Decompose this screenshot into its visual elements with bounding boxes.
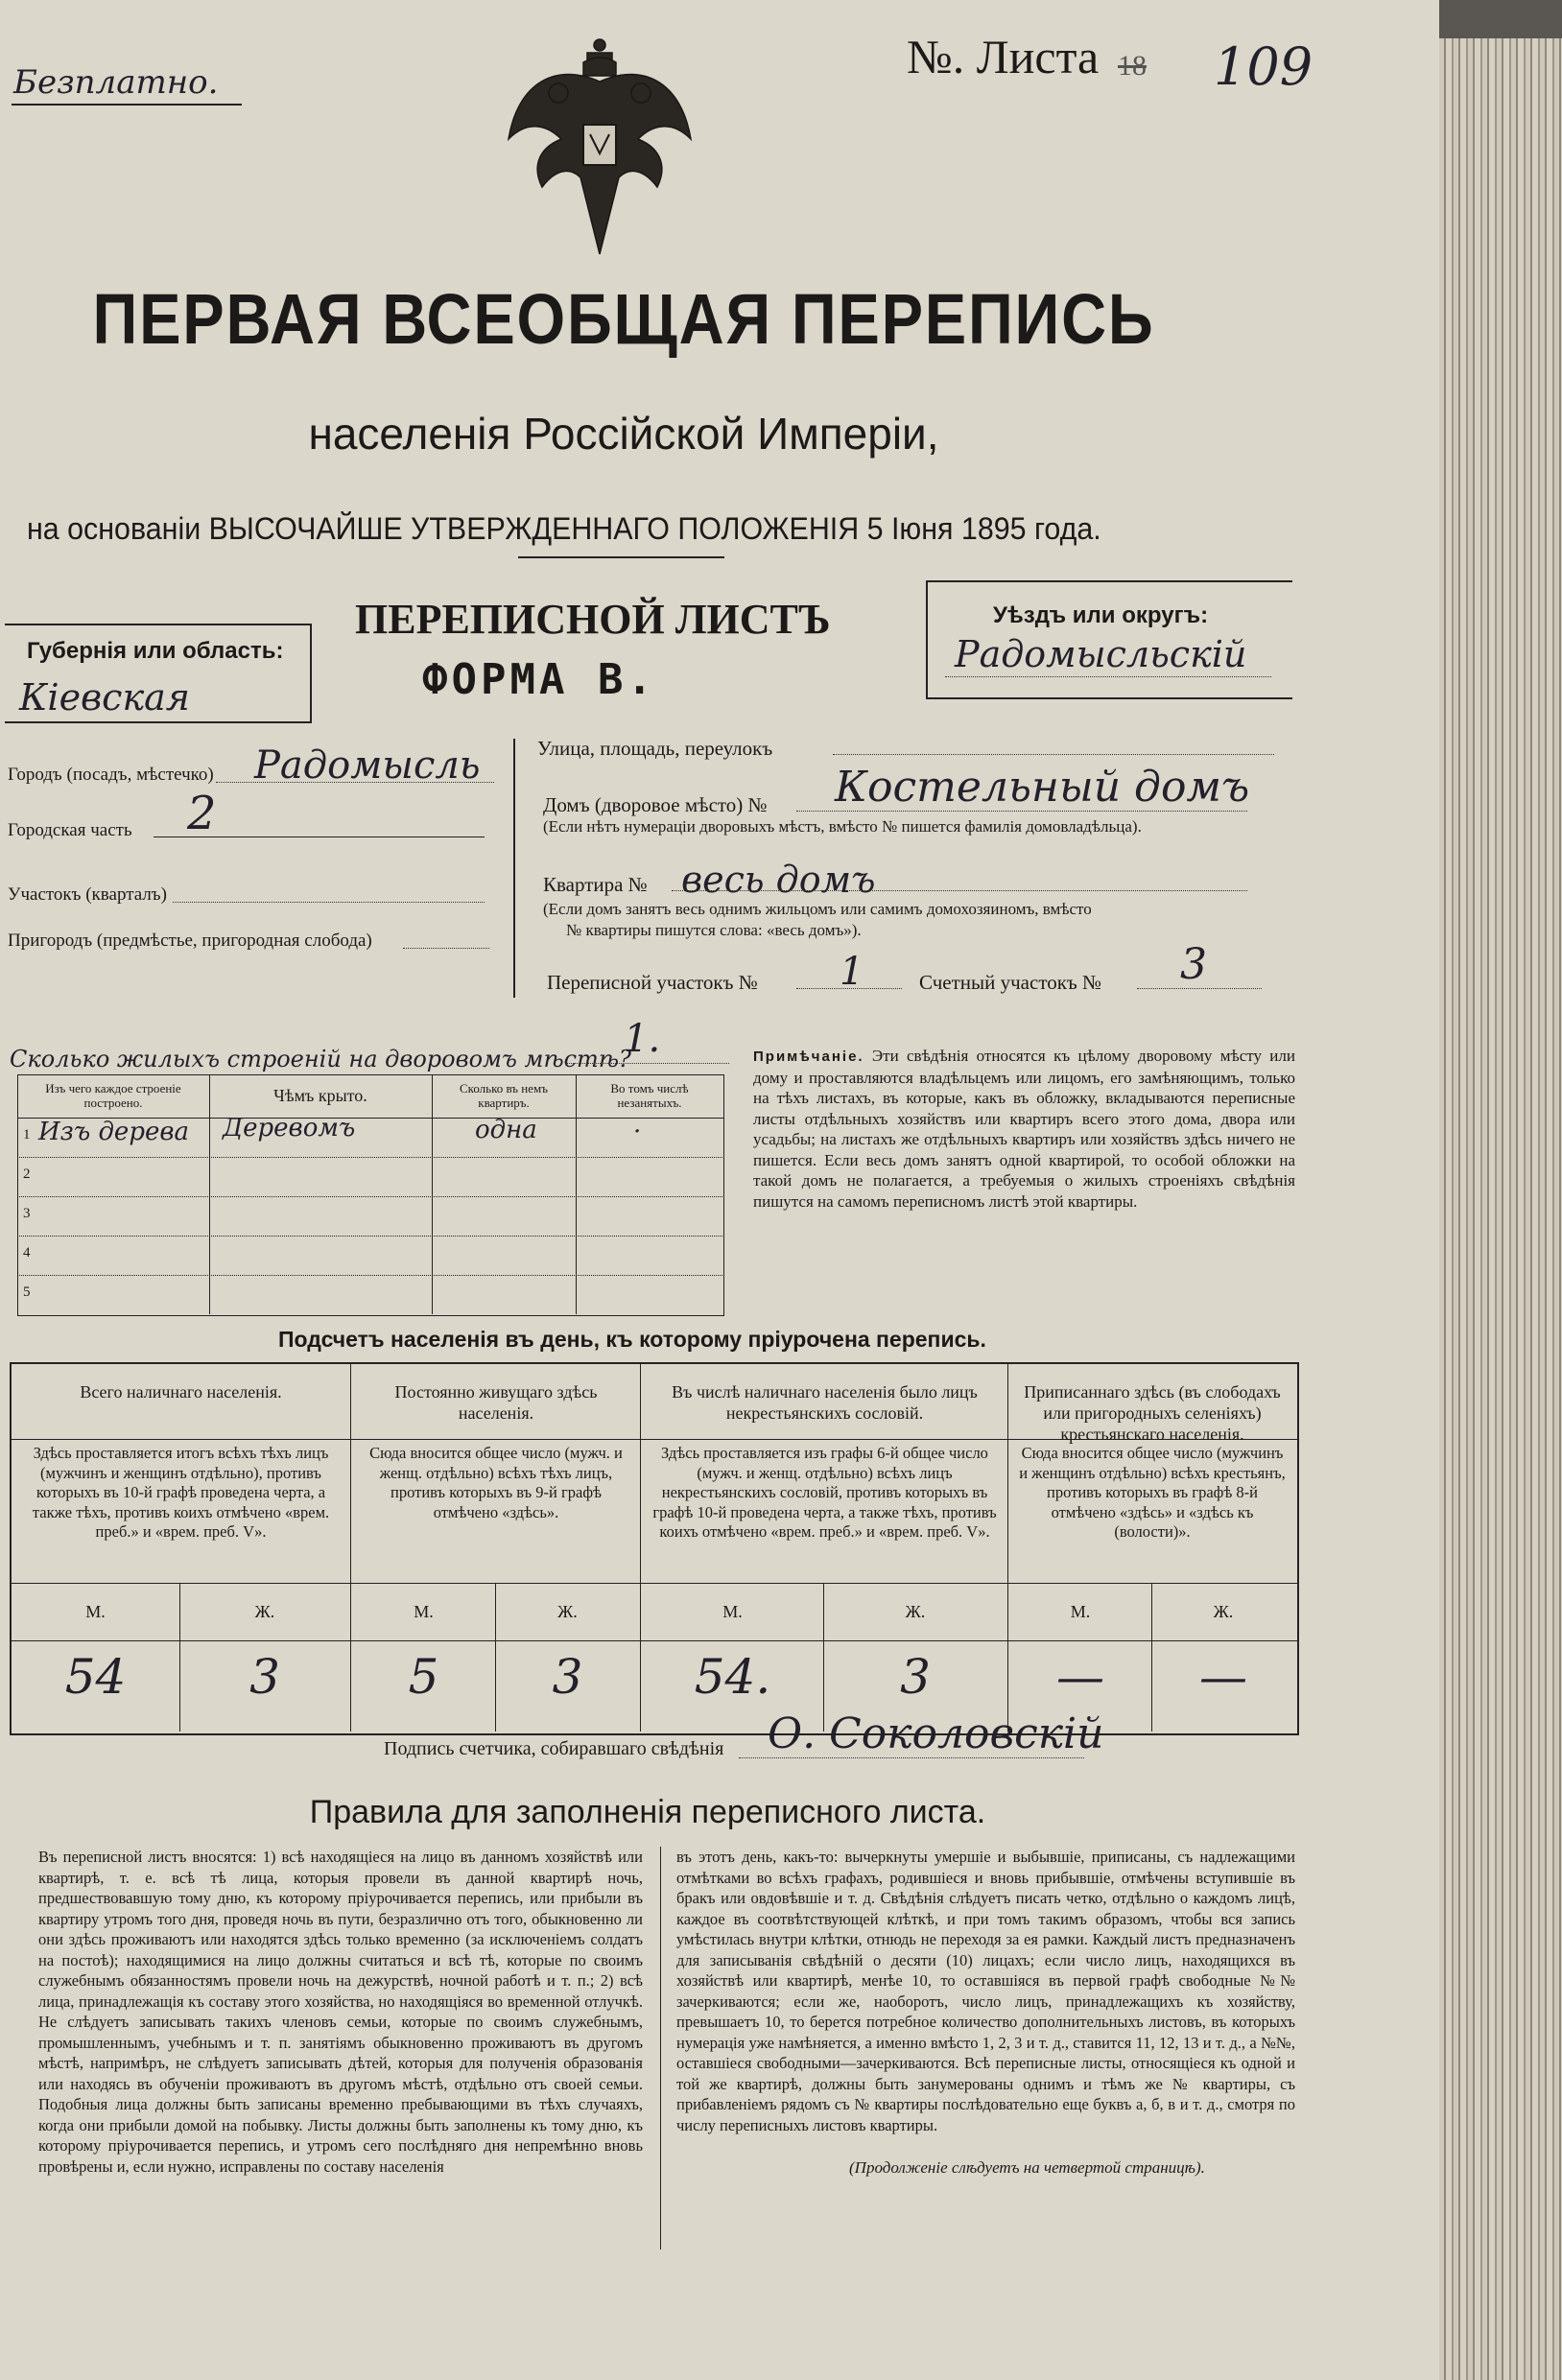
uezd-value: Радомысльскій (955, 633, 1247, 675)
chast-value: 2 (187, 787, 217, 840)
sheet-no-value: 109 (1214, 36, 1314, 97)
count-column-description: Здѣсь проставляется итогъ всѣхъ тѣхъ лицъ (мужчинъ и женщинъ отдѣльно), противъ которыхъ въ 10-й графѣ проведена черта, а также тѣхъ, противъ коихъ отмѣчено «врем. преб.» и «врем. преб. V». (32, 1444, 330, 1541)
buildings-row-roof: Деревомъ (223, 1114, 356, 1143)
kvartira-value: весь домъ (681, 859, 876, 901)
prigorod-label: Пригородъ (предмѣстье, пригородная слобода) (8, 931, 372, 951)
buildings-row-line (17, 1236, 724, 1237)
rules-title: Правила для заполненія переписного листа. (309, 1794, 986, 1830)
note-text: Эти свѣдѣнія относятся къ цѣлому дворовому мѣсту или дому и проставляются владѣльцемъ или лицомъ, его замѣняющимъ, только на тѣхъ листахъ, въ которые, какъ въ обложку, вкладываются переписные листы отдѣльныхъ хозяйствъ или квартиръ всего этого дома, двора или усадьбы; на листахъ же отдѣльныхъ квартиръ или хозяйствъ здѣсь ничего не пишется. Если весь домъ занятъ одной квартирой, то особой обложки на такой домъ не полагается, а требуемыя о жилыхъ строеніяхъ свѣдѣнія пишутся на самомъ переписномъ листѣ этой квартиры. (753, 1047, 1295, 1211)
count-column-header: Постоянно живущаго здѣсь населенія. (394, 1382, 598, 1423)
male-label: М. (1070, 1602, 1091, 1621)
buildings-header: Сколько въ немъ квартиръ. (460, 1081, 548, 1110)
male-label: М. (85, 1602, 106, 1621)
buildings-header: Изъ чего каждое строеніе построено. (45, 1081, 181, 1110)
prigorod-line (403, 948, 489, 949)
male-count: 54 (64, 1649, 127, 1705)
census-subtitle: населенія Россійской Имперіи, (308, 409, 939, 459)
buildings-row-number: 1 (23, 1127, 31, 1143)
ulitsa-label: Улица, площадь, переулокъ (537, 737, 773, 760)
buildings-table (17, 1074, 724, 1316)
buildings-col-line (432, 1074, 433, 1314)
buildings-header: Во томъ числѣ незанятыхъ. (610, 1081, 689, 1110)
dom-label: Домъ (дворовое мѣсто) № (543, 793, 768, 816)
buildings-col-line (209, 1074, 210, 1314)
buildings-row-number: 3 (23, 1206, 31, 1221)
uchastok-line (173, 902, 485, 903)
female-count: 3 (900, 1649, 931, 1705)
buildings-row-material: Изъ дерева (38, 1118, 189, 1146)
count-column-description: Сюда вносится общее число (мужч. и женщ. отдѣльно) всѣхъ тѣхъ лицъ, противъ которыхъ въ 9-й графѣ отмѣчено «здѣсь». (369, 1444, 623, 1521)
note-title: Примѣчаніе. (753, 1049, 864, 1065)
buildings-row-line (17, 1275, 724, 1276)
kvartira-note-1: (Если домъ занятъ весь однимъ жильцомъ или самимъ домохозяиномъ, вмѣсто (543, 900, 1092, 918)
signature-value: О. Соколовскій (768, 1709, 1104, 1758)
female-count: 3 (249, 1649, 280, 1705)
buildings-row-number: 4 (23, 1245, 31, 1261)
chast-label: Городская часть (8, 820, 132, 840)
sheet-no-label: №. Листа (907, 30, 1100, 83)
free-label: Безплатно. (13, 63, 219, 102)
female-label: Ж. (254, 1602, 275, 1621)
divider (518, 556, 724, 558)
page-edges (1439, 0, 1562, 2380)
buildings-note (753, 1046, 1295, 1212)
buildings-header: Чѣмъ крыто. (273, 1086, 367, 1105)
count-col-line (640, 1362, 641, 1732)
dom-value: Костельный домъ (835, 763, 1250, 812)
perepisnoy-line (796, 988, 902, 989)
double-headed-eagle-icon (499, 34, 700, 264)
rules-right: въ этотъ день, какъ-то: вычеркнуты умершіе и выбывшіе, приписаны, съ надлежащими отмѣтками во всѣхъ графахъ, родившіеся и вновь прибывшіе, отмѣчены вступившіе въ бракъ или овдовѣвшіе и т. д. Свѣдѣнія слѣдуетъ писать четко, отдѣльно о каждомъ лицѣ, каждое въ соотвѣтствующей клѣткѣ, и при томъ такимъ образомъ, чтобы вся запись умѣстилась внутри клѣтки, отнюдь не переходя за ея рамки. Каждый листъ предназначенъ для записыванія свѣдѣній о десяти (10) лицахъ; если число лицъ, находящихся въ хозяйствѣ или квартирѣ, менѣе 10, то оставшіяся въ первой графѣ свободные №№ зачеркиваются; если же, наоборотъ, число лицъ, принадлежащихъ къ хозяйству, превышаетъ 10, то берется потребное количество дополнительныхъ листовъ, въ которыхъ нумерація уже намѣняется, а именно вмѣсто 1, 2, 3 и т. д., ставится 11, 12, 13 и т. д., а №№, оставшіеся свободными—зачеркиваются. Всѣ переписные листы, относящіеся къ одной и той же квартирѣ, должны быть занумерованы однимъ и тѣмъ же № квартиры, съ прибавленіемъ рядомъ съ № квартиры послѣдовательно еще буквъ а, б, в и т. д., смотря по числу переписныхъ листовъ квартиры. (676, 1848, 1295, 2134)
free-underline (12, 104, 242, 106)
schetny-line (1137, 988, 1262, 989)
count-column-header: Всего наличнаго населенія. (80, 1382, 282, 1402)
buildings-row-line (17, 1196, 724, 1197)
count-desc-line (10, 1583, 1297, 1584)
uezd-line (945, 676, 1271, 677)
female-count: — (1199, 1649, 1247, 1705)
rules-continued: (Продолженіе слѣдуетъ на четвертой страницѣ). (849, 2158, 1205, 2177)
male-count: 54. (694, 1649, 771, 1705)
male-label: М. (414, 1602, 434, 1621)
gorod-line (216, 782, 494, 783)
female-count: 3 (552, 1649, 583, 1705)
male-label: М. (722, 1602, 743, 1621)
sheet-no-struck: 18 (1118, 50, 1147, 82)
female-label: Ж. (1213, 1602, 1234, 1621)
dom-note: (Если нѣтъ нумераціи дворовыхъ мѣстъ, вмѣсто № пишется фамилія домовладѣльца). (543, 817, 1142, 836)
page-edges-top (1439, 0, 1562, 38)
uchastok-label: Участокъ (кварталъ) (8, 884, 167, 905)
form-name: ФОРМА В. (422, 655, 656, 704)
count-column-header: Приписаннаго здѣсь (въ слободахъ или пригородныхъ селеніяхъ) крестьянскаго населенія. (1024, 1382, 1281, 1444)
form-title: ПЕРЕПИСНОЙ ЛИСТЪ (355, 596, 831, 643)
gorod-label: Городъ (посадъ, мѣстечко) (8, 765, 214, 785)
count-col-line (350, 1362, 351, 1732)
perepisnoy-label: Переписной участокъ № (547, 971, 758, 994)
dom-line (796, 811, 1247, 812)
signature-label: Подпись счетчика, собиравшаго свѣдѣнія (384, 1738, 724, 1759)
count-col-line (1007, 1362, 1008, 1732)
ulitsa-line (833, 754, 1274, 755)
count-column-header: Въ числѣ наличнаго населенія было лицъ некрестьянскихъ сословій. (672, 1382, 978, 1423)
buildings-row-empty: · (633, 1118, 642, 1146)
buildings-row-apartments: одна (475, 1116, 537, 1144)
buildings-row-number: 2 (23, 1166, 31, 1182)
buildings-answer-line (566, 1063, 729, 1064)
census-title: ПЕРВАЯ ВСЕОБЩАЯ ПЕРЕПИСЬ (92, 279, 1155, 359)
buildings-question: Сколько жилыхъ строеній на дворовомъ мѣстѣ? (10, 1046, 631, 1072)
guberniya-label: Губернія или область: (27, 638, 284, 664)
count-column-description: Сюда вносится общее число (мужчинъ и женщинъ отдѣльно) всѣхъ крестьянъ, противъ которыхъ въ графѣ 8-й отмѣчено «здѣсь» и «здѣсь къ (волости)». (1019, 1444, 1286, 1541)
kvartira-line (672, 890, 1247, 891)
buildings-col-line (576, 1074, 577, 1314)
schetny-value: 3 (1180, 940, 1207, 989)
female-label: Ж. (557, 1602, 578, 1621)
rules-divider (660, 1847, 661, 2250)
kvartira-label: Квартира № (543, 873, 648, 896)
kvartira-note-2: № квартиры пишутся слова: «весь домъ»). (566, 921, 862, 939)
count-mf-line (10, 1640, 1297, 1641)
uezd-label: Уѣздъ или округъ: (993, 602, 1209, 628)
female-label: Ж. (905, 1602, 926, 1621)
buildings-row-number: 5 (23, 1284, 31, 1300)
gorod-value: Радомысль (254, 743, 481, 788)
census-basis: на основаніи ВЫСОЧАЙШЕ УТВЕРЖДЕННАГО ПОЛОЖЕНІЯ 5 Іюня 1895 года. (27, 511, 1101, 546)
schetny-label: Счетный участокъ № (919, 971, 1102, 994)
buildings-answer: 1. (624, 1017, 661, 1061)
divider-vertical (513, 739, 515, 998)
rules-left: Въ переписной листъ вносятся: 1) всѣ находящіеся на лицо въ данномъ хозяйствѣ или квартирѣ, т. е. всѣ тѣ лица, которыя провели въ данной квартирѣ ночь, предшествовавшую тому дню, къ которому пріурочивается перепись, или прибыли въ квартиру утромъ того дня, проведя ночь въ пути, безразлично отъ того, обыкновенно ли они здѣсь проживаютъ или находятся здѣсь только временно (за исключеніемъ солдатъ на постоѣ); находящимися на лицо должны считаться и всѣ тѣ, которые по своимъ служебнымъ обязанностямъ провели ночь на дежурствѣ, ночной работѣ и т. п.; 2) всѣ лица, принадлежащія къ составу этого хозяйства, но находящіяся во временной отлучкѣ. Не слѣдуетъ записывать такихъ членовъ семьи, которые по своимъ служебнымъ, промышленнымъ, учебнымъ и т. п. занятіямъ обыкновенно проживаютъ въ другомъ мѣстѣ, напримѣръ, не слѣдуетъ записывать дѣтей, которыя для полученія образованія или находясь въ обученіи проживаютъ въ другомъ мѣстѣ, отдѣльно отъ своей семьи. Подобныя лица должны быть записаны временно пребывающими въ тѣхъ случаяхъ, когда они прибыли домой на побывку. Листы должны быть заполнены къ тому дню, къ которому пріурочивается перепись, и утромъ сего послѣдняго дня непремѣнно вновь провѣрены и, если нужно, исправлены по составу населенія (38, 1848, 643, 2176)
guberniya-value: Кіевская (19, 676, 190, 719)
buildings-row-line (17, 1157, 724, 1158)
signature-line (739, 1757, 1084, 1758)
count-column-description: Здѣсь проставляется изъ графы 6-й общее число (мужч. и женщ. отдѣльно) всѣхъ лицъ некрестьянскихъ сословій, противъ которыхъ въ графѣ 10-й проведена черта, а также тѣхъ, противъ коихъ отмѣчено «врем. преб.» и «врем. преб. V». (652, 1444, 997, 1541)
perepisnoy-value: 1 (840, 950, 864, 994)
male-count: — (1056, 1649, 1104, 1705)
male-count: 5 (408, 1649, 439, 1705)
count-title: Подсчетъ населенія въ день, къ которому пріурочена перепись. (278, 1327, 986, 1352)
